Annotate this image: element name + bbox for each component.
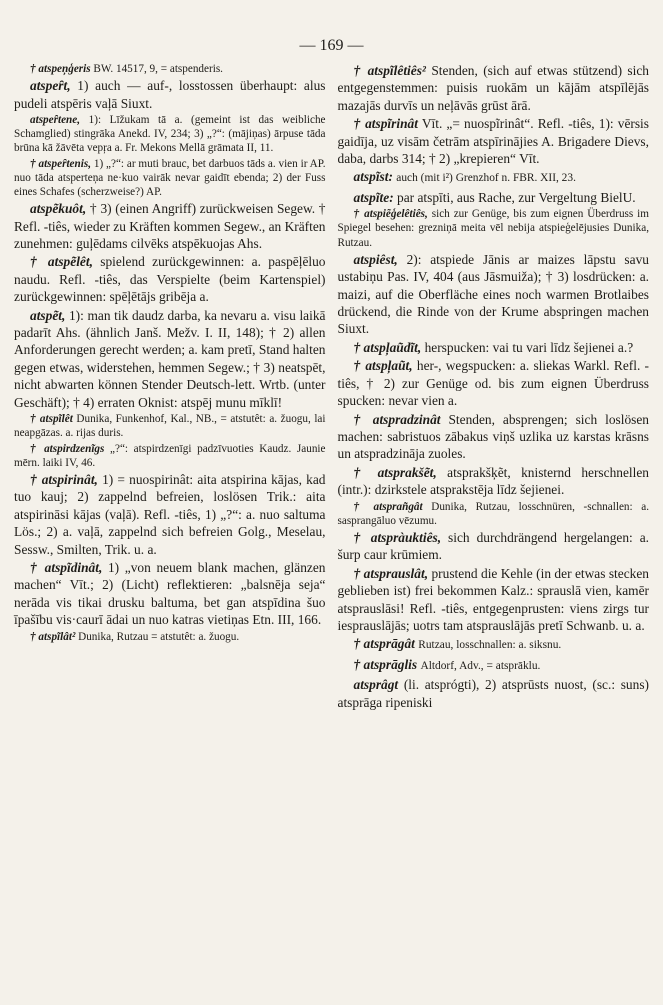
- dictionary-entry: [14, 559, 326, 629]
- dictionary-entry: [14, 253, 326, 305]
- entry-definition: 1): man tik daudz darba, ka nevaru a. visu laikā padarīt Ahs. (ähnlich Janš. Mežv. I. II, 148); † 2) allen Anforderungen gerecht werden; a. kam pretī, Stand halten gegen etwas, widerstehen, hemmen Segew.; † 3) neatspēt, nicht abwarten können Stender Deutsch-lett. Wrtb. (unter Geschäft); † 4) erraten Oknist: atspēj munu mīklī!: [14, 307, 326, 410]
- dictionary-entry: [14, 412, 326, 440]
- entry-definition: Rutzau, losschnallen: a. siksnu.: [418, 639, 562, 652]
- entry-headword: atspiêst,: [353, 251, 398, 267]
- text-columns: [14, 62, 649, 712]
- dictionary-entry: [14, 77, 326, 112]
- entry-definition: spielend zurückgewinnen: a. paspēļēluo naudu. Refl. -tiês, das Verspielte (beim Kartenspiel) zurückgewinnen: spēļētājs gribēja a.: [14, 254, 326, 305]
- entry-definition: 1) auch — auf-, losstossen überhaupt: alus pudeli atspēris vaļā Siuxt.: [14, 78, 326, 111]
- entry-headword: † atspiẽģelêtiês,: [353, 208, 428, 221]
- entry-headword: atsprâgt: [353, 677, 399, 693]
- right-column: [338, 62, 650, 712]
- entry-headword: atspĩte:: [353, 189, 394, 205]
- dictionary-entry: [338, 464, 650, 499]
- dictionary-entry: [14, 471, 326, 558]
- entry-definition: 1) „?“: ar muti brauc, bet darbuos tāds a. vien ir AP. nuo tāda atsperteņa ne·kuo vairāk nevar gaidīt ebenda; 2) der Fuss eines Schafes (scherzweise?) AP.: [14, 157, 326, 199]
- dictionary-entry: [338, 115, 650, 167]
- dictionary-entry: [338, 168, 650, 187]
- entry-definition: sich durchdrängend hergelangen: a. šurp caur krūmiem.: [337, 529, 649, 563]
- entry-definition: Stenden, (sich auf etwas stützend) sich entgegenstemmen: puisis ruokām un kājām atspīlējās mazajās durvīs un neļāvās grūst ārā.: [337, 63, 649, 113]
- entry-headword: † atsprakšẽt,: [353, 464, 437, 480]
- dictionary-entry: [338, 500, 650, 528]
- entry-definition: „?“: atspirdzenīgi padzīvuoties Kaudz. Jaunie mērn. laiki IV, 46.: [14, 442, 326, 469]
- entry-definition: Dunika, Funkenhof, Kal., NB., = atstutêt: a. žuogu, lai neapgāzas. a. rijas duris.: [14, 413, 326, 440]
- entry-headword: † atsprāgât: [353, 636, 415, 652]
- dictionary-entry: [338, 676, 650, 711]
- dictionary-entry: [338, 529, 650, 564]
- entry-headword: † atspirinât,: [30, 471, 98, 487]
- entry-headword: † atspļaũt,: [353, 358, 413, 374]
- dictionary-entry: [338, 635, 650, 654]
- dictionary-entry: [14, 442, 326, 470]
- entry-headword: † atspẽlêt,: [30, 254, 93, 270]
- entry-headword: † atspĩlêt: [30, 413, 73, 426]
- dictionary-entry: [338, 411, 650, 463]
- entry-headword: † atspirdzenĩgs: [30, 442, 105, 455]
- entry-definition: † 3) (einen Angriff) zurückweisen Segew. † Refl. -tiês, wieder zu Kräften kommen Segew., an Kräften zunehmen: guļēdams cilvēks atspēkuojas Ahs.: [14, 201, 326, 252]
- entry-definition: Stenden, absprengen; sich loslösen machen: sabristuos zābakus viņš uzlika uz karstas krāsns un atspradzināja zuoles.: [337, 411, 649, 462]
- entry-headword: atspĩst:: [353, 169, 393, 185]
- dictionary-entry: [14, 157, 326, 200]
- dictionary-entry: [338, 656, 650, 675]
- entry-headword: † atspĩdinât,: [30, 559, 103, 575]
- left-column: [14, 62, 326, 712]
- entry-headword: † atspļaũdĩt,: [353, 339, 422, 355]
- entry-headword: † atspràuktiês,: [353, 529, 442, 545]
- entry-headword: atspeȓtene,: [30, 114, 81, 127]
- entry-headword: † atspĩlât²: [30, 630, 76, 643]
- entry-definition: Dunika, Rutzau = atstutêt: a. žuogu.: [78, 630, 240, 643]
- entry-definition: her-, wegspucken: a. sliekas Warkl. Refl. -tiês, † 2) zur Genüge od. bis zum eignen Überdruss spucken: nevar vien a.: [337, 358, 650, 409]
- dictionary-entry: [338, 565, 650, 635]
- dictionary-entry: [338, 357, 650, 409]
- dictionary-entry: [14, 307, 326, 411]
- entry-headword: † atspĩrinât: [353, 116, 418, 132]
- entry-headword: † atsprañgât: [353, 500, 423, 513]
- entry-headword: † atsprāglis: [353, 656, 418, 672]
- entry-definition: 1) „von neuem blank machen, glänzen machen“ Vīt.; 2) (Licht) reflektieren: „balsnēja seja“ nerāda vis tikai drusku baltuma, bet gan atspīdina šuo īpašību vis·caurī ādai un nuo katras vietiņas Etn. III, 166.: [14, 559, 326, 628]
- entry-headword: atspẽt,: [30, 307, 66, 323]
- entry-headword: † atspeȓtenis,: [30, 157, 92, 170]
- dictionary-entry: [14, 113, 326, 156]
- entry-definition: Dunika, Rutzau, losschnüren, -schnallen: a. sasprangāluo vēzumu.: [337, 500, 649, 527]
- dictionary-entry: [338, 62, 650, 114]
- dictionary-entry: [338, 189, 650, 206]
- entry-definition: Vīt. „= nuospĩrinât“. Refl. -tiês, 1): vērsis gaidīja, uz visām četrām atspīrinājies A. Brigadere Dievs, daba, darbs 314; † 2) „krepieren“ Vīt.: [337, 116, 649, 167]
- entry-definition: atsprakšķẽt, knisternd herschnellen (intr.): dzirkstele atsprakstēja līdz šejienei.: [337, 464, 649, 498]
- entry-definition: (li. atsprógti), 2) atsprūsts nuost, (sc.: suns) atsprāga ripeniski: [337, 677, 649, 710]
- page-number: — 169 —: [299, 37, 364, 54]
- entry-definition: auch (mit i²) Grenzhof n. FBR. XII, 23.: [396, 172, 576, 185]
- entry-definition: sich zur Genüge, bis zum eignen Überdruss im Spiegel besehen: grezniņā meita vēl nebija atspieģelējusies Dunika, Rutzau.: [337, 208, 649, 249]
- entry-definition: prustend die Kehle (in der etwas stecken geblieben ist) frei bekommen Kalz.: sprauslā vien, kamēr atsprauslāsi! Refl. -tiês, entgegenprusten: viens zirgs tur iesprauslājās; uotrs tam atsprauslājās pretī Schwanb. u. a.: [337, 565, 649, 633]
- entry-headword: † atspradzinât: [353, 411, 441, 427]
- entry-definition: 2): atspiede Jānis ar maizes lāpstu savu ustabiņu Pas. IV, 404 (aus Jāsmuiža); † 3) losdrücken: a. maizi, auf die Oberfläche eines noch warmen Brotlaibes drückend, die Rinde von der Krume abspringen machen Siuxt.: [337, 251, 649, 337]
- entry-definition: BW. 14517, 9, = atspenderis.: [93, 63, 223, 75]
- dictionary-entry: [338, 207, 650, 250]
- entry-headword: atspeȓt,: [30, 78, 71, 94]
- entry-headword: † atspĩlêtiês²: [353, 63, 426, 78]
- dictionary-entry: [14, 200, 326, 252]
- dictionary-entry: [338, 251, 650, 338]
- entry-headword: † atspeņģeris: [30, 63, 91, 75]
- entry-definition: 1): Līžukam tā a. (gemeint ist das weibliche Schamglied) stingrāka Anekd. IV, 234; 3) „?“: (mājiņas) ārpuse tāda brūna kā žāvēta vepŗa a. Fr. Mekons Mellā grāmata II, 11.: [14, 114, 326, 155]
- entry-headword: † atsprauslât,: [353, 565, 429, 581]
- entry-definition: Altdorf, Adv., = atsprāklu.: [420, 659, 541, 672]
- dictionary-entry: [338, 339, 650, 356]
- entry-definition: herspucken: vai tu vari līdz šejienei a.?: [424, 339, 634, 355]
- entry-definition: par atspīti, aus Rache, zur Vergeltung BielU.: [397, 189, 636, 205]
- entry-headword: atspẽkuôt,: [30, 201, 87, 217]
- entry-definition: 1) = nuospirinât: aita atspirina kājas, kad tuo kauj; 2) zappelnd befreien, loslösen Trik.: aita atspirināsi kājas (vaļā). Refl. -tiês, 1) „?“: a. nuo saltuma Lös.; 2) a. vaļā, zappelnd sich befreien Golg., Meselau, Sessw., Smilten, Trik. u. a.: [14, 471, 326, 557]
- dictionary-entry: [14, 630, 326, 644]
- dictionary-entry: [14, 62, 326, 76]
